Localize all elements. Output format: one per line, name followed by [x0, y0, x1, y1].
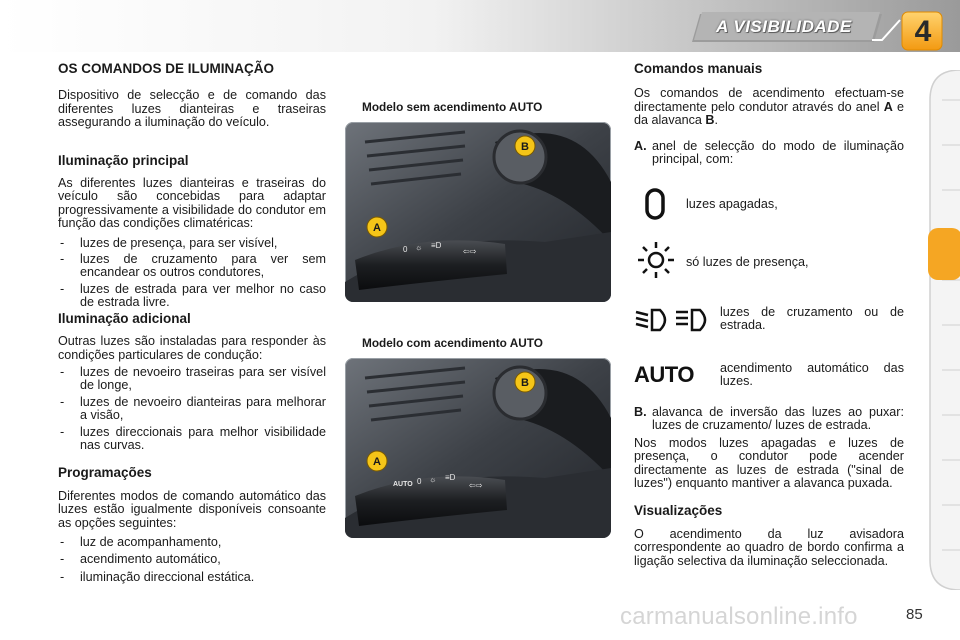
svg-text:0: 0 [403, 245, 408, 254]
label-a: A [373, 456, 381, 468]
manual-intro: Os comandos de acendimento efectuam-se directamente pelo condutor através do anel A e da alavanca B. [634, 86, 904, 128]
stalk-photo-with-auto [345, 358, 611, 538]
svg-text:☼: ☼ [415, 243, 423, 252]
intro-text: Dispositivo de selecção e de comando das diferentes luzes dianteiras e traseiras assegurando a iluminação do veículo. [58, 88, 326, 130]
main-lighting-list [58, 237, 326, 310]
auto-lights-icon: AUTO [634, 362, 694, 387]
right-column [634, 62, 904, 166]
additional-lighting-text: Outras luzes são instaladas para responder às condições particulares de condução: [58, 334, 326, 362]
active-chapter-tab[interactable] [928, 228, 960, 280]
list-item: - luz de acompanhamento, [58, 536, 326, 549]
item-a-key: A. [634, 138, 647, 153]
programming-text: Diferentes modos de comando automático das luzes estão igualmente disponíveis consoante as opções seguintes: [58, 488, 326, 530]
list-item: - luzes direccionais para melhor visibilidade nas curvas. [58, 426, 326, 453]
symbol-text-sidelights: só luzes de presença, [686, 255, 809, 269]
display-title: Visualizações [634, 503, 723, 519]
caption-without-auto: Modelo sem acendimento AUTO [362, 100, 543, 114]
list-item: - luzes de cruzamento para ver sem encandear os outros condutores, [58, 253, 326, 280]
lights-off-icon [642, 188, 672, 222]
right-column-lower [634, 406, 904, 568]
page-number: 85 [906, 606, 923, 623]
item-b-key: B. [634, 405, 647, 419]
item-b [634, 406, 904, 433]
item-a [634, 140, 904, 167]
list-item: - luzes de presença, para ser visível, [58, 237, 326, 250]
dipped-main-beam-icon [634, 306, 714, 334]
programming-title: Programações [58, 465, 152, 481]
left-column [58, 62, 326, 584]
lighting-stalk-auto-illustration [345, 358, 611, 538]
svg-text:⇦⇨: ⇦⇨ [463, 247, 477, 256]
programming-list [58, 536, 326, 584]
svg-text:☼: ☼ [429, 475, 437, 484]
display-text: O acendimento da luz avisadora correspondente ao quadro de bordo confirma a ligação selectiva da iluminação seleccionada. [634, 526, 904, 568]
section-title: OS COMANDOS DE ILUMINAÇÃO [58, 61, 274, 76]
stalk-photo-without-auto [345, 122, 611, 302]
list-item: - luzes de nevoeiro traseiras para ser visível de longe, [58, 366, 326, 393]
svg-text:0: 0 [417, 477, 422, 486]
additional-lighting-title: Iluminação adicional [58, 310, 191, 326]
caption-with-auto: Modelo com acendimento AUTO [362, 336, 543, 350]
list-item: - iluminação direccional estática. [58, 571, 326, 584]
svg-text:≡D: ≡D [431, 241, 442, 250]
item-b-text: alavanca de inversão das luzes ao puxar: luzes de cruzamento/ luzes de estrada. [652, 405, 904, 433]
main-lighting-text: As diferentes luzes dianteiras e traseiras do veículo são concebidas para adaptar progressivamente a visibilidade do condutor em função das condições climatéricas: [58, 176, 326, 231]
auto-mark: AUTO [393, 481, 413, 488]
symbol-text-dipped-main: luzes de cruzamento ou de estrada. [720, 305, 904, 333]
note-text: Nos modos luzes apagadas e luzes de presença, o condutor pode acender directamente as luzes de estrada ("sinal de luzes") enquanto mantiver a alavanca puxada. [634, 435, 904, 491]
chapter-tabs [926, 70, 960, 590]
item-a-text: anel de selecção do modo de iluminação principal, com: [652, 138, 904, 167]
label-b: B [521, 141, 529, 153]
symbol-text-off: luzes apagadas, [686, 197, 778, 211]
svg-text:≡D: ≡D [445, 473, 456, 482]
sidelights-icon [636, 240, 676, 280]
manual-commands-title: Comandos manuais [634, 61, 763, 76]
lighting-stalk-illustration [345, 122, 611, 302]
svg-text:⇦⇨: ⇦⇨ [469, 481, 483, 490]
list-item: - luzes de nevoeiro dianteiras para melhorar a visão, [58, 396, 326, 423]
chapter-number: 4 [914, 15, 932, 48]
chapter-title: A VISIBILIDADE [716, 17, 852, 36]
list-item: - acendimento automático, [58, 553, 326, 566]
additional-lighting-list [58, 366, 326, 452]
list-item: - luzes de estrada para ver melhor no caso de estrada livre. [58, 283, 326, 310]
main-lighting-title: Iluminação principal [58, 152, 189, 168]
label-b: B [521, 377, 529, 389]
watermark: carmanualsonline.info [620, 603, 858, 630]
label-a: A [373, 222, 381, 234]
symbol-text-auto: acendimento automático das luzes. [720, 361, 904, 389]
